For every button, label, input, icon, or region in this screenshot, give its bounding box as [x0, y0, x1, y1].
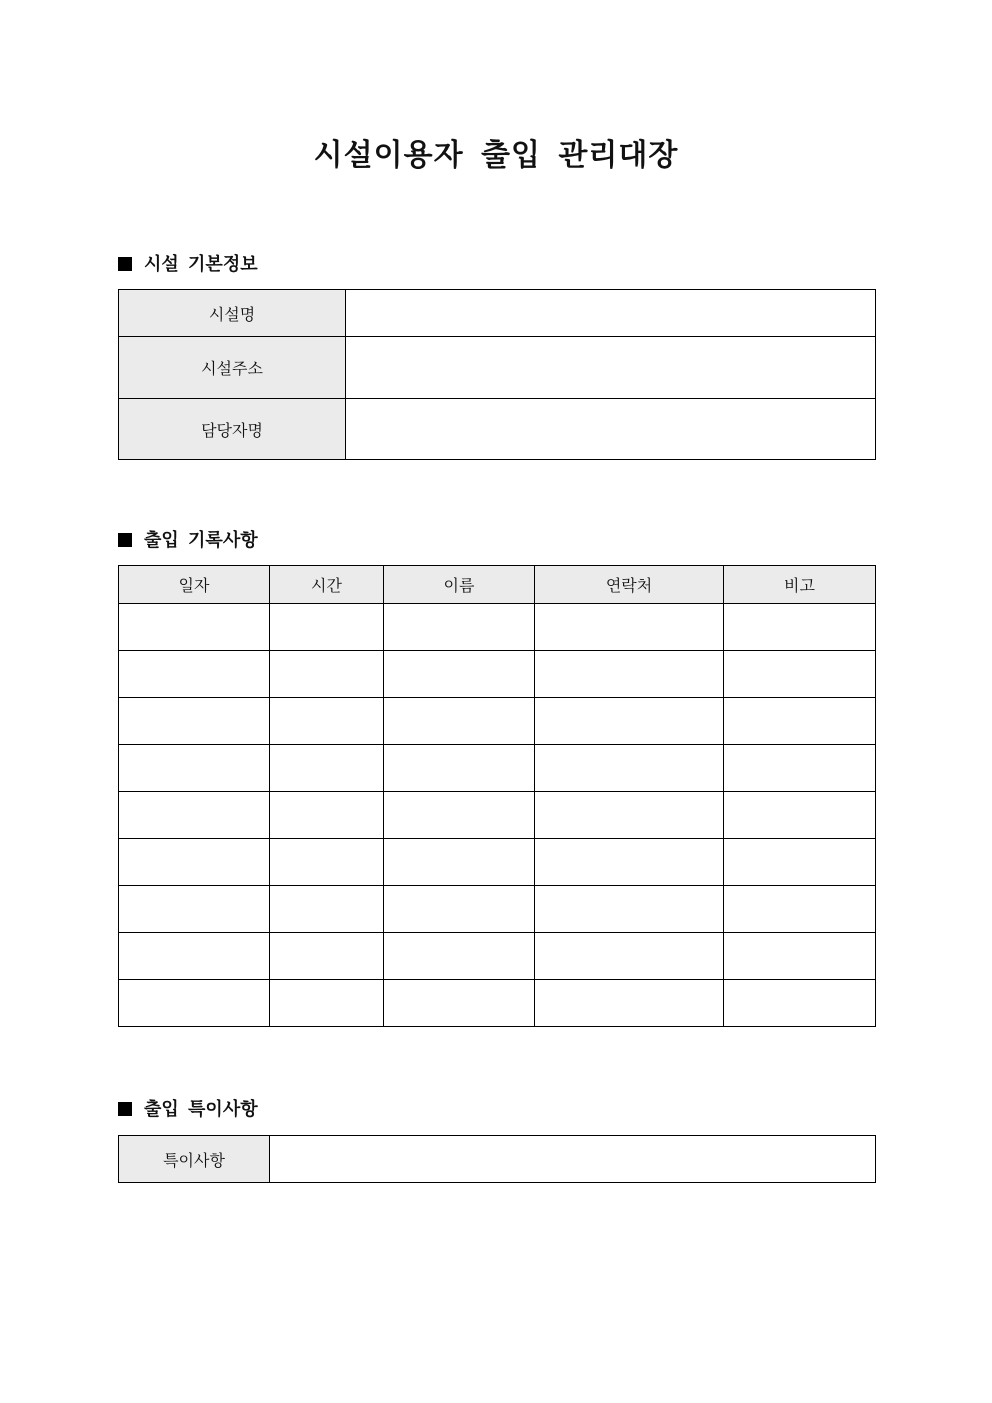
- facility-name-field[interactable]: [346, 290, 876, 337]
- log-cell-date[interactable]: [119, 839, 270, 886]
- notes-label: 특이사항: [119, 1136, 270, 1183]
- log-cell-name[interactable]: [384, 980, 535, 1027]
- log-cell-time[interactable]: [270, 933, 384, 980]
- section-heading-notes-text: 출입 특이사항: [144, 1099, 258, 1120]
- log-cell-contact[interactable]: [535, 745, 724, 792]
- column-header-contact: 연락처: [535, 566, 724, 604]
- log-cell-name[interactable]: [384, 886, 535, 933]
- notes-table: [118, 1135, 876, 1183]
- log-cell-date[interactable]: [119, 745, 270, 792]
- log-cell-contact[interactable]: [535, 651, 724, 698]
- table-row: [119, 604, 876, 651]
- section-heading-access-log-text: 출입 기록사항: [144, 530, 258, 551]
- access-log-table: [118, 565, 876, 1027]
- basic-info-row-manager-name: [119, 399, 876, 460]
- log-cell-contact[interactable]: [535, 886, 724, 933]
- log-cell-date[interactable]: [119, 698, 270, 745]
- facility-address-field[interactable]: [346, 337, 876, 399]
- table-row: [119, 980, 876, 1027]
- log-cell-contact[interactable]: [535, 839, 724, 886]
- table-row: [119, 839, 876, 886]
- log-cell-name[interactable]: [384, 933, 535, 980]
- square-bullet-icon: [118, 257, 132, 271]
- log-cell-time[interactable]: [270, 651, 384, 698]
- section-heading-access-log: [118, 529, 258, 553]
- log-cell-date[interactable]: [119, 980, 270, 1027]
- log-cell-remarks[interactable]: [724, 698, 876, 745]
- log-cell-time[interactable]: [270, 839, 384, 886]
- log-cell-time[interactable]: [270, 792, 384, 839]
- log-cell-name[interactable]: [384, 792, 535, 839]
- table-row: [119, 886, 876, 933]
- log-cell-date[interactable]: [119, 651, 270, 698]
- log-cell-name[interactable]: [384, 651, 535, 698]
- log-cell-name[interactable]: [384, 745, 535, 792]
- log-cell-time[interactable]: [270, 745, 384, 792]
- log-cell-name[interactable]: [384, 604, 535, 651]
- log-cell-remarks[interactable]: [724, 651, 876, 698]
- log-cell-remarks[interactable]: [724, 745, 876, 792]
- log-cell-remarks[interactable]: [724, 933, 876, 980]
- access-log-header-row: [119, 566, 876, 604]
- log-cell-time[interactable]: [270, 980, 384, 1027]
- log-cell-contact[interactable]: [535, 604, 724, 651]
- table-row: [119, 745, 876, 792]
- section-heading-notes: [118, 1098, 258, 1122]
- square-bullet-icon: [118, 533, 132, 547]
- column-header-time: 시간: [270, 566, 384, 604]
- table-row: [119, 933, 876, 980]
- manager-name-field[interactable]: [346, 399, 876, 460]
- log-cell-remarks[interactable]: [724, 839, 876, 886]
- log-cell-date[interactable]: [119, 792, 270, 839]
- log-cell-time[interactable]: [270, 698, 384, 745]
- access-log-body: [119, 604, 876, 1027]
- log-cell-contact[interactable]: [535, 792, 724, 839]
- log-cell-remarks[interactable]: [724, 980, 876, 1027]
- log-cell-remarks[interactable]: [724, 792, 876, 839]
- log-cell-name[interactable]: [384, 839, 535, 886]
- section-heading-basic-info-text: 시설 기본정보: [144, 254, 258, 275]
- log-cell-date[interactable]: [119, 886, 270, 933]
- log-cell-remarks[interactable]: [724, 604, 876, 651]
- log-cell-contact[interactable]: [535, 698, 724, 745]
- section-heading-basic-info: [118, 253, 258, 277]
- log-cell-time[interactable]: [270, 886, 384, 933]
- basic-info-row-facility-name: [119, 290, 876, 337]
- column-header-name: 이름: [384, 566, 535, 604]
- notes-row: [119, 1136, 876, 1183]
- manager-name-label: 담당자명: [119, 399, 346, 460]
- square-bullet-icon: [118, 1102, 132, 1116]
- notes-field[interactable]: [270, 1136, 876, 1183]
- document-title: 시설이용자 출입 관리대장: [313, 138, 679, 173]
- log-cell-remarks[interactable]: [724, 886, 876, 933]
- log-cell-date[interactable]: [119, 604, 270, 651]
- facility-address-label: 시설주소: [119, 337, 346, 399]
- table-row: [119, 792, 876, 839]
- basic-info-table: [118, 289, 876, 460]
- log-cell-name[interactable]: [384, 698, 535, 745]
- facility-name-label: 시설명: [119, 290, 346, 337]
- log-cell-date[interactable]: [119, 933, 270, 980]
- column-header-date: 일자: [119, 566, 270, 604]
- log-cell-contact[interactable]: [535, 980, 724, 1027]
- log-cell-time[interactable]: [270, 604, 384, 651]
- table-row: [119, 651, 876, 698]
- column-header-remarks: 비고: [724, 566, 876, 604]
- basic-info-row-facility-address: [119, 337, 876, 399]
- table-row: [119, 698, 876, 745]
- log-cell-contact[interactable]: [535, 933, 724, 980]
